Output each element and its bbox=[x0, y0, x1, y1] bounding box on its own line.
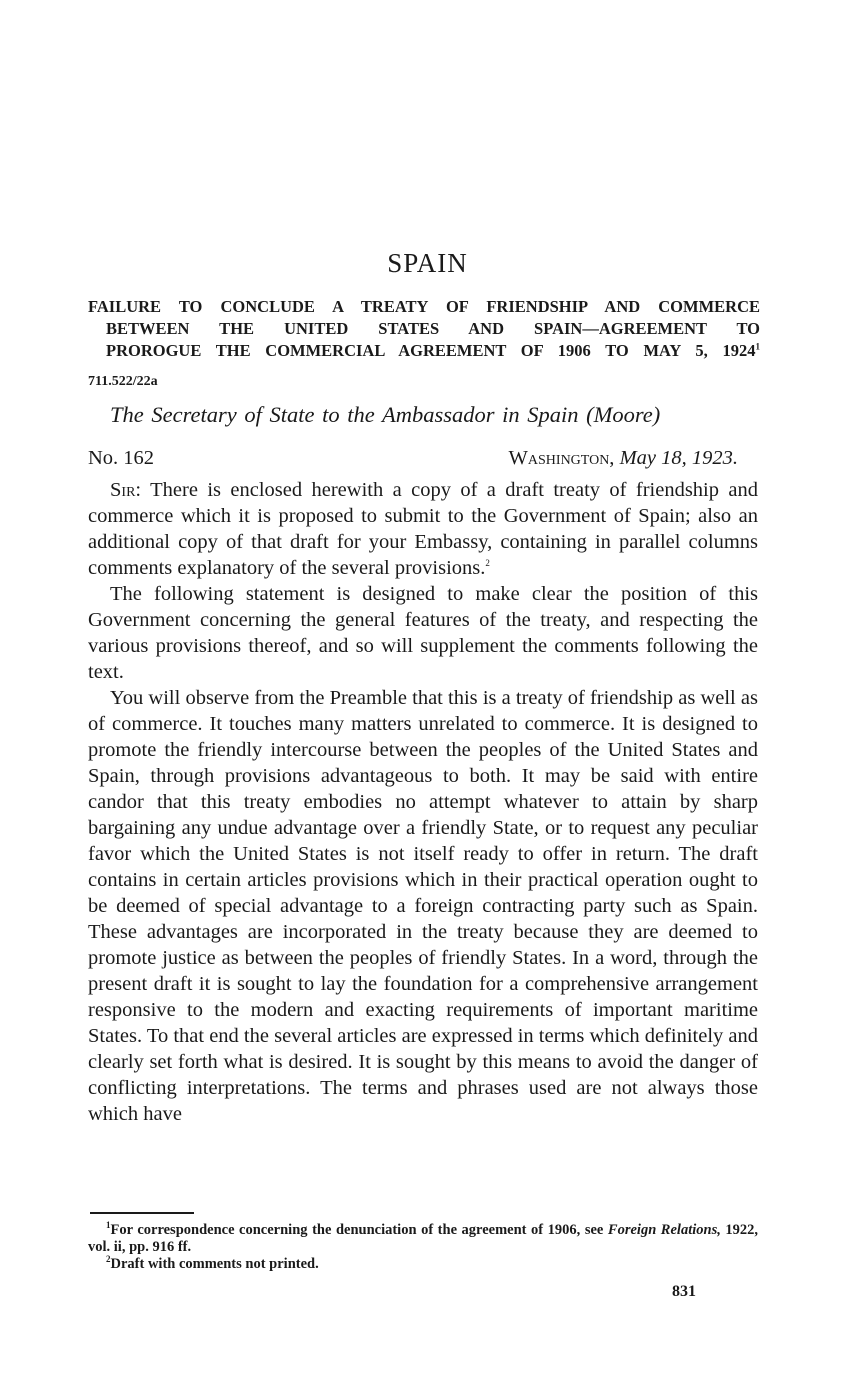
footnote-1-text-b: 1922, vol. ii, pp. 916 ff. bbox=[88, 1222, 759, 1255]
paragraph-1 bbox=[88, 477, 758, 581]
footnote-1-title: Foreign Relations, bbox=[607, 1222, 721, 1238]
paragraph-2: The following statement is designed to make clear the position of this Government concerning the general features of the treaty, and respecting the various provisions thereof, and so will supplement the comments following the text. bbox=[88, 583, 758, 683]
footnote-1-text-a: For correspondence concerning the denunciation of the agreement of 1906, see bbox=[110, 1222, 604, 1238]
footnote-2-text: Draft with comments not printed. bbox=[110, 1256, 319, 1272]
file-number: 711.522/22a bbox=[88, 374, 158, 389]
footnote-divider bbox=[90, 1212, 194, 1214]
document-number: No. 162 bbox=[88, 447, 155, 469]
footnote-1 bbox=[88, 1222, 758, 1256]
heading-line-2: BETWEEN THE UNITED STATES AND SPAIN—AGREEMENT TO bbox=[106, 319, 760, 338]
page-number: 831 bbox=[672, 1283, 696, 1300]
heading-line-3-text: PROROGUE THE COMMERCIAL AGREEMENT OF 1906 TO MAY 5, 1924 bbox=[106, 341, 756, 360]
footnotes bbox=[88, 1222, 758, 1273]
footnote-2 bbox=[88, 1256, 758, 1273]
section-heading bbox=[88, 296, 760, 362]
paragraph-3: You will observe from the Preamble that this is a treaty of friendship as well as of commerce. It touches many matters unrelated to commerce. It is designed to promote the friendly intercourse between the peoples of the United States and Spain, through provisions advantageous to both. It may be said with entire candor that this treaty embodies no attempt whatever to attain by sharp bargaining any undue advantage over a friendly State, or to request any peculiar favor which the United States is not itself ready to offer in return. The draft contains in certain articles provisions which in their practical operation ought to be deemed of special advantage to a foreign contracting party such as Spain. These advantages are incorporated in the treaty because they are deemed to promote justice as between the peoples of friendly States. In a word, through the present draft it is sought to lay the foundation for a comprehensive arrangement responsive to the modern and exacting requirements of important maritime States. To that end the several articles are expressed in terms which definitely and clearly set forth what is desired. It is sought by this means to avoid the danger of conflicting interpretations. The terms and phrases used are not always those which have bbox=[88, 687, 758, 1125]
paragraph-1-footnote-mark[interactable]: 2 bbox=[485, 558, 490, 569]
country-title: SPAIN bbox=[387, 248, 468, 278]
paragraph-1-text: There is enclosed herewith a copy of a draft treaty of friendship and commerce which it is proposed to submit to the Government of Spain; also an additional copy of that draft for your Embassy, containing in parallel columns comments explanatory of the several provisions. bbox=[88, 479, 758, 579]
heading-line-1: FAILURE TO CONCLUDE A TREATY OF FRIENDSHIP AND COMMERCE bbox=[88, 297, 760, 316]
salutation: Sir: bbox=[110, 479, 142, 501]
heading-footnote-mark[interactable]: 1 bbox=[755, 341, 760, 352]
place-and-date bbox=[509, 447, 738, 470]
footnote-1-mark: 1 bbox=[106, 1220, 111, 1231]
heading-line-3 bbox=[88, 340, 760, 362]
document-subject: The Secretary of State to the Ambassador in Spain (Moore) bbox=[110, 402, 661, 427]
place: Washington, bbox=[508, 447, 615, 469]
letter-body bbox=[88, 477, 758, 1127]
footnote-2-mark: 2 bbox=[106, 1254, 111, 1265]
date: May 18, 1923. bbox=[619, 447, 738, 469]
dateline bbox=[88, 447, 758, 473]
